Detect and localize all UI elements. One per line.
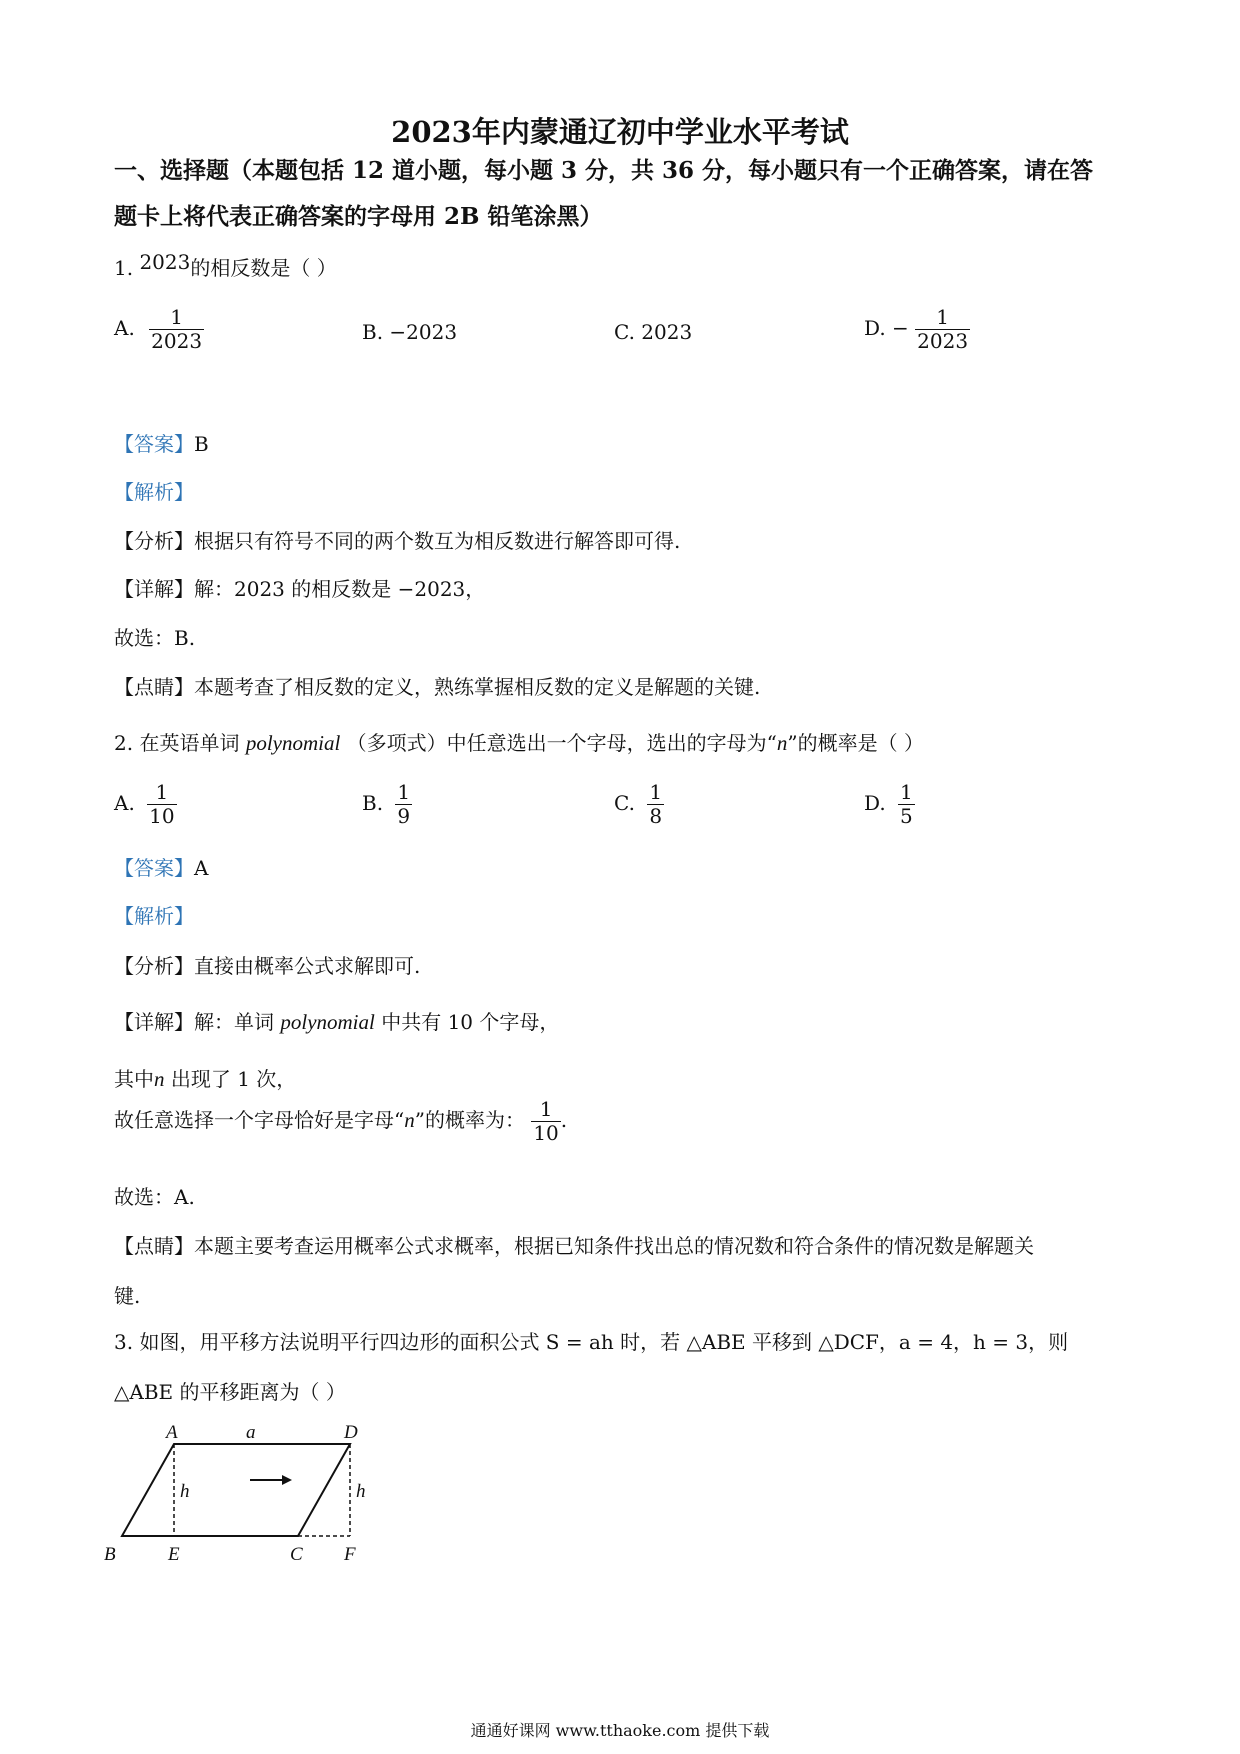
q2-option-a-numerator: 1 (155, 780, 169, 804)
q2-answer-value: A (194, 856, 209, 880)
label-e-point: E (168, 1544, 180, 1565)
q2-stem-pre: 2. 在英语单词 (114, 731, 240, 755)
q2-option-c (614, 781, 664, 828)
footer-source: 通通好课网 www.tthaoke.com 提供下载 (470, 1721, 770, 1740)
q1-analysis-tag: 【解析】 (114, 480, 194, 504)
q2-xiangjie-post: 中共有 10 个字母， (381, 1010, 560, 1034)
label-b-vertex: B (104, 1544, 116, 1565)
q2-prob-mid: ”的概率为： (414, 1108, 525, 1132)
q2-xiangjie (114, 1006, 559, 1035)
answer-tag: 【答案】 (114, 856, 194, 880)
q2-analysis-tag: 【解析】 (114, 904, 194, 928)
q3-stem-line1: 3. 如图，用平移方法说明平行四边形的面积公式 S = ah 时，若 △ABE 平移到 △DCF，a = 4，h = 3，则 (114, 1330, 1069, 1354)
q2-option-b (362, 781, 412, 828)
q2-prob-denominator: 10 (533, 1121, 559, 1145)
q2-line-n-post: 出现了 1 次， (170, 1067, 297, 1091)
q2-prob-pre: 故任意选择一个字母恰好是字母“ (114, 1108, 405, 1132)
q2-option-c-label: C. (614, 791, 635, 815)
q2-option-d-fraction (898, 781, 915, 828)
q2-option-b-fraction (395, 781, 412, 828)
label-c-vertex: C (290, 1544, 303, 1565)
q2-option-c-fraction (647, 781, 664, 828)
q2-probability-line (114, 1098, 567, 1145)
section-heading-line1: 一、选择题（本题包括 12 道小题，每小题 3 分，共 36 分，每小题只有一个正确答案，请在答 (114, 157, 1094, 184)
q2-dianjing-line1: 【点睛】本题主要考查运用概率公式求概率，根据已知条件找出总的情况数和符合条件的情况数是解题关 (114, 1234, 1034, 1258)
q1-option-d (864, 306, 970, 353)
q1-fenxi: 【分析】根据只有符号不同的两个数互为相反数进行解答即可得. (114, 529, 681, 553)
q2-fenxi: 【分析】直接由概率公式求解即可. (114, 954, 421, 978)
q1-option-a-label: A. (114, 316, 135, 340)
q2-prob-end: . (560, 1108, 568, 1132)
q1-option-d-label: D. − (864, 316, 909, 340)
q1-option-a-numerator: 1 (170, 305, 183, 329)
q1-option-a (114, 306, 204, 353)
q2-option-d (864, 781, 915, 828)
q2-option-c-denominator: 8 (649, 804, 663, 828)
q2-line-n-var: n (154, 1067, 165, 1091)
parallelogram-abcd (122, 1444, 350, 1536)
q2-option-a-fraction (147, 781, 176, 828)
q1-guxuan: 故选：B. (114, 626, 196, 650)
answer-tag: 【答案】 (114, 432, 194, 456)
q1-xiangjie: 【详解】解：2023 的相反数是 −2023， (114, 577, 486, 601)
label-a-side: a (246, 1422, 256, 1443)
q1-option-a-fraction (149, 306, 204, 353)
label-d-vertex: D (344, 1422, 358, 1443)
q1-option-b: B. −2023 (362, 320, 458, 344)
q2-prob-fraction (531, 1098, 560, 1145)
q1-dianjing: 【点睛】本题考查了相反数的定义，熟练掌握相反数的定义是解题的关键. (114, 675, 761, 699)
q2-option-b-denominator: 9 (397, 804, 411, 828)
q2-guxuan: 故选：A. (114, 1185, 195, 1209)
label-h-right: h (356, 1481, 366, 1502)
q2-xiangjie-pre: 【详解】解：单词 (114, 1010, 274, 1034)
q2-dianjing-line2: 键. (114, 1284, 141, 1308)
q2-xiangjie-word: polynomial (280, 1010, 375, 1034)
q2-line-n-pre: 其中 (114, 1067, 154, 1091)
q2-letter-n: n (776, 731, 788, 755)
q1-option-d-denominator: 2023 (917, 329, 969, 353)
q2-stem-post: ”的概率是（ ） (787, 731, 924, 755)
q1-option-d-numerator: 1 (936, 305, 949, 329)
q1-stem (114, 252, 337, 281)
q3-stem-line2: △ABE 的平移距离为（ ） (114, 1380, 346, 1404)
q2-option-b-label: B. (362, 791, 384, 815)
q2-line-n (114, 1063, 296, 1092)
q2-prob-numerator: 1 (539, 1097, 553, 1121)
q2-stem (114, 727, 924, 756)
label-f-point: F (344, 1544, 356, 1565)
page-title: 2023年内蒙通辽初中学业水平考试 (391, 115, 849, 149)
label-h-left: h (180, 1481, 190, 1502)
q2-option-a-label: A. (114, 791, 135, 815)
q1-option-c: C. 2023 (614, 320, 693, 344)
label-a-vertex: A (166, 1422, 178, 1443)
q1-number: 1. (114, 256, 134, 280)
q1-option-a-denominator: 2023 (151, 329, 203, 353)
parallelogram-figure (100, 1410, 390, 1575)
q1-answer (114, 428, 209, 457)
q2-answer (114, 852, 208, 881)
translation-arrow-icon (282, 1475, 292, 1485)
q2-word: polynomial (245, 731, 341, 755)
q2-option-c-numerator: 1 (649, 780, 663, 804)
q2-option-d-label: D. (864, 791, 886, 815)
q2-option-d-numerator: 1 (900, 780, 913, 804)
q1-stem-text: 的相反数是（ ） (190, 256, 337, 280)
q2-prob-n: n (404, 1108, 415, 1132)
q2-option-a (114, 781, 177, 828)
q1-answer-value: B (194, 432, 209, 456)
q2-option-a-denominator: 10 (149, 804, 175, 828)
q1-value: 2023 (139, 250, 191, 274)
section-heading-line2: 题卡上将代表正确答案的字母用 2B 铅笔涂黑） (114, 203, 603, 230)
q1-option-d-fraction (915, 306, 970, 353)
q2-option-d-denominator: 5 (900, 804, 913, 828)
q2-option-b-numerator: 1 (397, 780, 411, 804)
q2-stem-mid: （多项式）中任意选出一个字母，选出的字母为“ (346, 731, 777, 755)
